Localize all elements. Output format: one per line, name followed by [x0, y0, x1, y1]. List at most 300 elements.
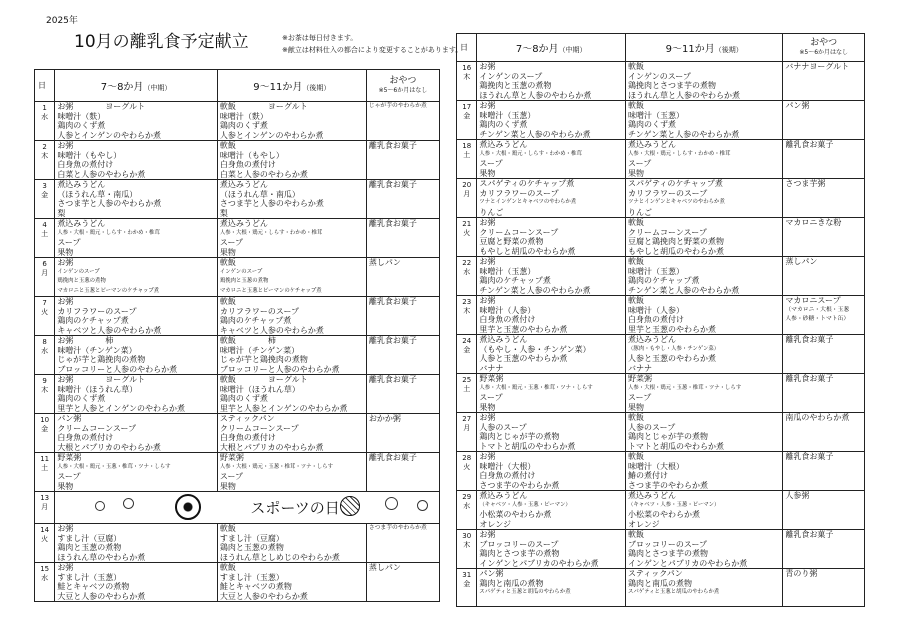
menu-item: 煮込みうどん — [219, 219, 268, 228]
weekday: 金 — [463, 346, 471, 354]
menu-item: すまし汁（豆腐） — [219, 533, 284, 543]
menu-item: インゲンとパプリカのやわらか煮 — [628, 558, 748, 568]
menu-item: オレンジ — [628, 519, 660, 529]
day-number: 4 — [42, 221, 47, 229]
day-cell — [35, 453, 55, 492]
snack-cell — [783, 62, 865, 101]
note-line: ※献立は材料仕入の都合により変更することがあります。 — [282, 46, 463, 54]
page-title: 10月の離乳食予定献立 — [74, 32, 249, 52]
day-number: 16 — [462, 64, 472, 72]
weekday: 月 — [463, 190, 471, 198]
menu-item: 味噌汁（玉葱） — [628, 266, 685, 276]
day-number: 30 — [462, 532, 472, 540]
menu-cell-7-8m — [55, 141, 218, 180]
weekday: 土 — [41, 464, 49, 472]
menu-item: お粥 — [479, 101, 496, 110]
col-age1-header: 7～8か月（中期） — [55, 70, 218, 102]
menu-item: スープ — [219, 238, 244, 247]
menu-item: 軟飯 ヨーグルト — [219, 102, 308, 111]
day-row — [35, 563, 440, 602]
day-cell — [457, 296, 477, 335]
snack-cell — [783, 491, 865, 530]
snack-cell — [366, 258, 439, 297]
menu-item: （ほうれん草・南瓜） — [57, 189, 138, 199]
snack-cell — [366, 219, 439, 258]
menu-item: お粥 — [57, 524, 74, 533]
ball-icon — [175, 494, 201, 520]
menu-item: 人参・大根・鶏元・玉葱・椎茸・ツナ・しらす — [628, 384, 742, 391]
menu-cell-7-8m — [477, 218, 626, 257]
snack-item: パン粥 — [785, 101, 810, 110]
snack-cell — [783, 140, 865, 179]
snack-item: 離乳食お菓子 — [368, 297, 417, 306]
holiday-cell — [55, 492, 440, 524]
menu-item: 鶏肉のケチャップ煮 — [479, 276, 551, 285]
snack-cell — [783, 452, 865, 491]
menu-cell-9-11m — [626, 452, 783, 491]
weekday: 水 — [41, 347, 49, 355]
snack-cell — [783, 374, 865, 413]
menu-cell-7-8m — [477, 374, 626, 413]
menu-item: 鶏肉のケチャップ煮 — [219, 316, 292, 325]
menu-item: クリームコーンスープ — [57, 423, 137, 433]
day-cell — [457, 62, 477, 101]
snack-item: 離乳食お菓子 — [368, 453, 417, 462]
day-cell — [457, 569, 477, 607]
menu-item: 鶏挽肉と玉葱の煮物 — [57, 278, 106, 284]
menu-item: 軟飯 柿 — [219, 336, 276, 345]
day-row — [35, 219, 440, 258]
day-number: 17 — [462, 103, 472, 111]
snack-cell — [783, 530, 865, 569]
day-row — [457, 257, 865, 296]
menu-item: 大根とパプリカのやわらか煮 — [57, 442, 161, 452]
menu-cell-9-11m — [217, 336, 366, 375]
day-cell — [457, 413, 477, 452]
menu-item: 白身魚の煮付け — [57, 433, 114, 442]
weekday: 火 — [41, 308, 49, 316]
day-number: 10 — [40, 416, 50, 424]
menu-item: 鶏肉と南瓜の煮物 — [479, 578, 544, 588]
day-cell — [35, 180, 55, 219]
menu-item: パン粥 — [479, 569, 504, 578]
menu-item: 梨 — [219, 208, 228, 218]
menu-item: 鶏肉のくず煮 — [57, 121, 106, 130]
col-age2-header: 9～11か月（後期） — [217, 70, 366, 102]
menu-item: 軟飯 ヨーグルト — [219, 375, 308, 384]
menu-cell-7-8m — [477, 257, 626, 296]
day-number: 18 — [462, 142, 472, 150]
menu-item: 人参・大根・鶏元・玉葱・椎茸・ツナ・しらす — [479, 384, 593, 391]
col-snack-header: おやつ ※5～6か月はなし — [783, 34, 865, 62]
snack-cell — [783, 569, 865, 607]
menu-item: 軟飯 — [628, 452, 645, 461]
menu-item: インゲンのスープ — [479, 71, 543, 81]
menu-item: りんご — [628, 207, 653, 217]
menu-item: 軟飯 — [628, 530, 645, 539]
menu-item: 鮭とキャベツの煮物 — [219, 582, 292, 591]
menu-item: 人参・大根・鶏元・しらす・わかめ・椎茸 — [628, 150, 731, 157]
menu-item: 人参とインゲンのやわらか煮 — [57, 130, 161, 140]
menu-cell-9-11m — [217, 453, 366, 492]
menu-item: 軟飯 — [628, 257, 645, 266]
menu-item: 鶏肉のくず煮 — [219, 121, 268, 130]
menu-item: 大豆と人参のやわらか煮 — [57, 591, 146, 601]
day-row — [35, 375, 440, 414]
ball-icon — [340, 496, 360, 516]
menu-item: 煮込みうどん — [479, 335, 528, 344]
menu-item: 煮込みうどん — [219, 180, 268, 189]
menu-item: 鶏挽肉と玉葱の煮物 — [219, 278, 269, 284]
day-cell — [35, 414, 55, 453]
menu-item: 人参・大根・鶏元・しらす・わかめ・椎茸 — [219, 229, 323, 236]
day-number: 31 — [462, 571, 472, 579]
menu-item: 人参とインゲンのやわらか煮 — [219, 130, 324, 140]
menu-item: 果物 — [57, 481, 74, 491]
menu-item: 人参のスープ — [628, 422, 676, 432]
day-number: 25 — [462, 376, 472, 384]
day-cell — [35, 563, 55, 602]
day-row — [457, 413, 865, 452]
snack-item: 離乳食お菓子 — [368, 180, 417, 189]
snack-item: さつま芋のやわらか煮 — [368, 525, 427, 531]
day-number: 15 — [40, 565, 50, 573]
menu-item: チンゲン菜と人参のやわらか煮 — [628, 129, 740, 139]
menu-item: カリフラワーのスープ — [57, 306, 137, 316]
snack-item: マカロニスープ — [785, 296, 841, 305]
ball-icon — [95, 501, 105, 511]
snack-item: 南瓜のやわらか煮 — [785, 413, 850, 422]
weekday: 月 — [41, 269, 49, 277]
menu-item: 人参のスープ — [479, 422, 527, 432]
menu-item: インゲンのスープ — [219, 268, 263, 275]
menu-item: ブロッコリーのスープ — [628, 539, 708, 549]
menu-cell-9-11m — [626, 569, 783, 607]
menu-cell-9-11m — [626, 62, 783, 101]
menu-cell-7-8m — [55, 219, 218, 258]
menu-item: お粥 柿 — [57, 336, 114, 345]
menu-cell-9-11m — [626, 335, 783, 374]
ball-icon — [417, 500, 428, 511]
menu-cell-9-11m — [626, 140, 783, 179]
menu-item: カリフラワーのスープ — [219, 306, 300, 316]
menu-item: 鶏肉のくず煮 — [219, 394, 268, 403]
day-row — [457, 296, 865, 335]
snack-cell — [783, 218, 865, 257]
menu-item: クリームコーンスープ — [219, 423, 299, 433]
menu-cell-7-8m — [477, 179, 626, 218]
day-cell — [35, 141, 55, 180]
menu-item: スープ — [479, 159, 503, 168]
menu-item: マカロニと玉葱とピーマンのケチャップ煮 — [219, 287, 322, 294]
menu-item: トマトと胡瓜のやわらか煮 — [628, 441, 725, 451]
menu-item: 白身魚の煮付け — [628, 315, 685, 324]
snack-cell — [366, 563, 439, 602]
menu-item: ほうれん草としめじのやわらか煮 — [219, 552, 340, 562]
day-cell — [35, 219, 55, 258]
snack-cell — [366, 141, 439, 180]
day-number: 28 — [462, 454, 472, 462]
snack-cell — [366, 414, 439, 453]
menu-item: 白身魚の煮付け — [219, 160, 276, 169]
day-cell — [457, 179, 477, 218]
menu-item: 軟飯 — [219, 524, 236, 533]
menu-item: インゲンとパプリカのやわらか煮 — [479, 558, 599, 568]
menu-cell-7-8m — [477, 62, 626, 101]
snack-item: 蒸しパン — [785, 257, 818, 266]
year-label: 2025年 — [46, 16, 78, 26]
day-row — [457, 140, 865, 179]
menu-item: 軟飯 — [628, 413, 645, 422]
menu-cell-9-11m — [626, 179, 783, 218]
note-line: ※お茶は毎日付きます。 — [282, 34, 358, 42]
menu-cell-7-8m — [477, 569, 626, 607]
day-cell — [457, 374, 477, 413]
day-cell — [457, 101, 477, 140]
weekday: 金 — [463, 112, 471, 120]
menu-item: 鶏肉とさつま芋の煮物 — [628, 549, 709, 558]
menu-cell-9-11m — [626, 101, 783, 140]
menu-item: スパゲティと玉葱と胡瓜のやわらか煮 — [628, 589, 720, 595]
snack-cell — [366, 297, 439, 336]
day-cell — [457, 140, 477, 179]
snack-cell — [366, 336, 439, 375]
menu-item: 大豆と人参のやわらか煮 — [219, 591, 308, 601]
menu-item: 里芋と玉葱のやわらか煮 — [628, 324, 717, 334]
menu-item: 鶏肉と玉葱の煮物 — [57, 543, 122, 552]
menu-item: スパゲティのケチャップ煮 — [628, 179, 723, 188]
menu-item: 鶏肉のくず煮 — [479, 120, 528, 129]
menu-item: トマトと胡瓜のやわらか煮 — [479, 441, 576, 451]
menu-cell-9-11m — [217, 524, 366, 563]
day-row — [35, 180, 440, 219]
weekday: 土 — [463, 151, 471, 159]
menu-item: ブロッコリーのスープ — [479, 539, 559, 549]
day-cell — [457, 335, 477, 374]
menu-item: （豚肉・もやし・人参・チンゲン菜） — [628, 345, 720, 352]
weekday: 木 — [463, 541, 471, 549]
menu-cell-7-8m — [477, 140, 626, 179]
menu-item: 軟飯 — [219, 297, 236, 306]
menu-item: 味噌汁（ほうれん草） — [219, 384, 300, 394]
weekday: 金 — [463, 580, 471, 588]
snack-item: （マカロニ・大根・玉葱 — [785, 306, 850, 313]
menu-item: 大根とパプリカのやわらか煮 — [219, 442, 324, 452]
menu-item: 鶏肉のケチャップ煮 — [628, 276, 700, 285]
menu-cell-9-11m — [626, 491, 783, 530]
menu-cell-7-8m — [477, 296, 626, 335]
col-day-header: 日 — [457, 34, 477, 62]
menu-item: 野菜粥 — [628, 374, 653, 383]
menu-item: 小松菜のやわらか煮 — [479, 510, 552, 519]
menu-item: マカロニと玉葱とピーマンのケチャップ煮 — [57, 287, 160, 294]
snack-cell — [366, 524, 439, 563]
menu-item: お粥 — [57, 563, 74, 572]
snack-cell — [366, 102, 439, 141]
menu-cell-7-8m — [55, 563, 218, 602]
day-cell — [457, 257, 477, 296]
menu-item: 人参・大根・鶏元・玉葱・椎茸・ツナ・しらす — [219, 463, 334, 470]
menu-cell-7-8m — [55, 414, 218, 453]
notes — [282, 32, 462, 56]
col-day-header: 日 — [35, 70, 55, 102]
menu-cell-7-8m — [477, 335, 626, 374]
snack-item: 離乳食お菓子 — [785, 335, 834, 344]
menu-item: 野菜粥 — [479, 374, 504, 383]
day-number: 7 — [42, 299, 47, 307]
menu-cell-9-11m — [217, 414, 366, 453]
menu-cell-7-8m — [55, 180, 218, 219]
menu-item: じゃが芋と鶏挽肉の煮物 — [57, 355, 146, 364]
day-number: 21 — [462, 220, 472, 228]
menu-item: 味噌汁（ほうれん草） — [57, 384, 138, 394]
menu-item: お粥 ヨーグルト — [57, 375, 146, 384]
snack-item: 人参・砂糖・トマト缶） — [785, 316, 850, 322]
day-row — [457, 335, 865, 374]
menu-item: 味噌汁（チンゲン菜） — [57, 345, 137, 355]
menu-item: 果物 — [479, 402, 496, 412]
menu-item: チンゲン菜と人参のやわらか煮 — [628, 285, 740, 295]
menu-item: 軟飯 — [628, 218, 645, 227]
snack-cell — [366, 180, 439, 219]
snack-item: じゃが芋のやわらか煮 — [368, 103, 427, 109]
menu-item: チンゲン菜と人参のやわらか煮 — [479, 129, 591, 139]
menu-item: 白身魚の煮付け — [479, 315, 536, 324]
menu-cell-7-8m — [477, 413, 626, 452]
day-number: 13 — [40, 494, 50, 502]
menu-item: バナナ — [479, 363, 504, 373]
snack-item: 離乳食お菓子 — [368, 141, 417, 150]
menu-item: 鶏肉とじゃが芋の煮物 — [479, 432, 560, 441]
menu-cell-9-11m — [626, 218, 783, 257]
snack-item: 離乳食お菓子 — [785, 140, 834, 149]
menu-item: お粥 — [479, 296, 496, 305]
menu-item: 軟飯 — [219, 258, 236, 267]
snack-item: 蒸しパン — [368, 563, 401, 572]
snack-item: バナナヨーグルト — [785, 62, 850, 71]
menu-item: 白身魚の煮付け — [479, 471, 536, 480]
menu-item: すまし汁（豆腐） — [57, 533, 122, 543]
menu-item: スティックパン — [219, 414, 275, 423]
weekday: 木 — [463, 73, 471, 81]
menu-cell-7-8m — [477, 101, 626, 140]
menu-cell-9-11m — [217, 297, 366, 336]
menu-item: 煮込みうどん — [628, 140, 677, 149]
menu-item: スープ — [219, 472, 244, 481]
day-cell — [35, 375, 55, 414]
day-cell — [35, 297, 55, 336]
menu-item: クリームコーンスープ — [628, 227, 707, 237]
col-age2-header: 9～11か月（後期） — [626, 34, 783, 62]
menu-item: お粥 — [479, 452, 496, 461]
day-cell — [35, 258, 55, 297]
menu-item: 味噌汁（大根） — [479, 461, 536, 471]
day-cell — [457, 452, 477, 491]
menu-item: ツナとインゲンとキャベツのやわらか煮 — [479, 199, 577, 205]
snack-cell — [366, 375, 439, 414]
day-cell — [35, 102, 55, 141]
menu-cell-7-8m — [55, 297, 218, 336]
holiday-title: スポーツの日 — [250, 499, 340, 517]
menu-cell-7-8m — [477, 452, 626, 491]
menu-item: すまし汁（玉葱） — [219, 572, 284, 582]
day-number: 23 — [462, 298, 472, 306]
menu-item: 味噌汁（人参） — [628, 305, 685, 315]
menu-item: 軟飯 — [628, 101, 645, 110]
menu-item: 果物 — [628, 402, 645, 412]
day-cell — [35, 492, 55, 524]
day-row — [35, 297, 440, 336]
snack-cell — [783, 101, 865, 140]
menu-item: スープ — [628, 159, 652, 168]
menu-cell-9-11m — [626, 374, 783, 413]
menu-cell-9-11m — [626, 296, 783, 335]
snack-item: さつま芋粥 — [785, 179, 826, 188]
day-row — [457, 374, 865, 413]
menu-item: りんご — [479, 207, 504, 217]
menu-item: バナナ — [628, 363, 653, 373]
snack-cell — [783, 257, 865, 296]
menu-item: ブロッコリーと人参のやわらか煮 — [57, 364, 178, 374]
day-cell — [35, 336, 55, 375]
menu-item: 軟飯 — [219, 141, 236, 150]
menu-item: 人参・大根・鶏元・しらす・わかめ・椎茸 — [57, 229, 160, 236]
day-row — [35, 258, 440, 297]
day-row — [457, 179, 865, 218]
weekday: 金 — [41, 425, 49, 433]
menu-item: 鶏肉のくず煮 — [57, 394, 106, 403]
menu-item: ほうれん草と人参のやわらか煮 — [479, 90, 592, 100]
day-number: 29 — [462, 493, 472, 501]
menu-cell-9-11m — [217, 102, 366, 141]
menu-table-left — [34, 69, 440, 602]
menu-table-right — [456, 33, 865, 607]
menu-item: 味噌汁（玉葱） — [479, 266, 536, 276]
menu-item: 人参と玉葱のやわらか煮 — [628, 354, 717, 363]
day-number: 11 — [40, 455, 50, 463]
weekday: 木 — [463, 307, 471, 315]
menu-item: さつま芋と人参のやわらか煮 — [57, 199, 162, 208]
day-row — [457, 452, 865, 491]
menu-item: 鮭とキャベツの煮物 — [57, 582, 130, 591]
menu-item: 鶏肉と南瓜の煮物 — [628, 578, 693, 588]
menu-item: 煮込みうどん — [57, 180, 106, 189]
menu-item: 里芋と人参とインゲンのやわらか煮 — [219, 403, 348, 413]
snack-item: 蒸しパン — [368, 258, 401, 267]
day-row — [35, 102, 440, 141]
day-row — [457, 101, 865, 140]
menu-cell-7-8m — [477, 530, 626, 569]
menu-cell-9-11m — [626, 257, 783, 296]
day-number: 6 — [42, 260, 47, 268]
snack-item: 青のり粥 — [785, 569, 818, 578]
menu-item: 鶏挽肉と玉葱の煮物 — [479, 81, 552, 90]
menu-item: カリフラワーのスープ — [479, 188, 559, 198]
menu-item: 人参・大根・鶏元・玉葱・椎茸・ツナ・しらす — [57, 463, 171, 470]
menu-item: お粥 — [479, 62, 496, 71]
menu-item: 梨 — [57, 208, 66, 218]
menu-item: 煮込みうどん — [57, 219, 106, 228]
day-number: 22 — [462, 259, 472, 267]
menu-item: スープ — [57, 472, 81, 481]
snack-cell — [366, 453, 439, 492]
menu-cell-9-11m — [217, 375, 366, 414]
weekday: 火 — [463, 463, 471, 471]
snack-item: 離乳食お菓子 — [785, 374, 834, 383]
menu-item: スープ — [628, 393, 652, 402]
day-number: 20 — [462, 181, 472, 189]
menu-item: 煮込みうどん — [479, 491, 528, 500]
